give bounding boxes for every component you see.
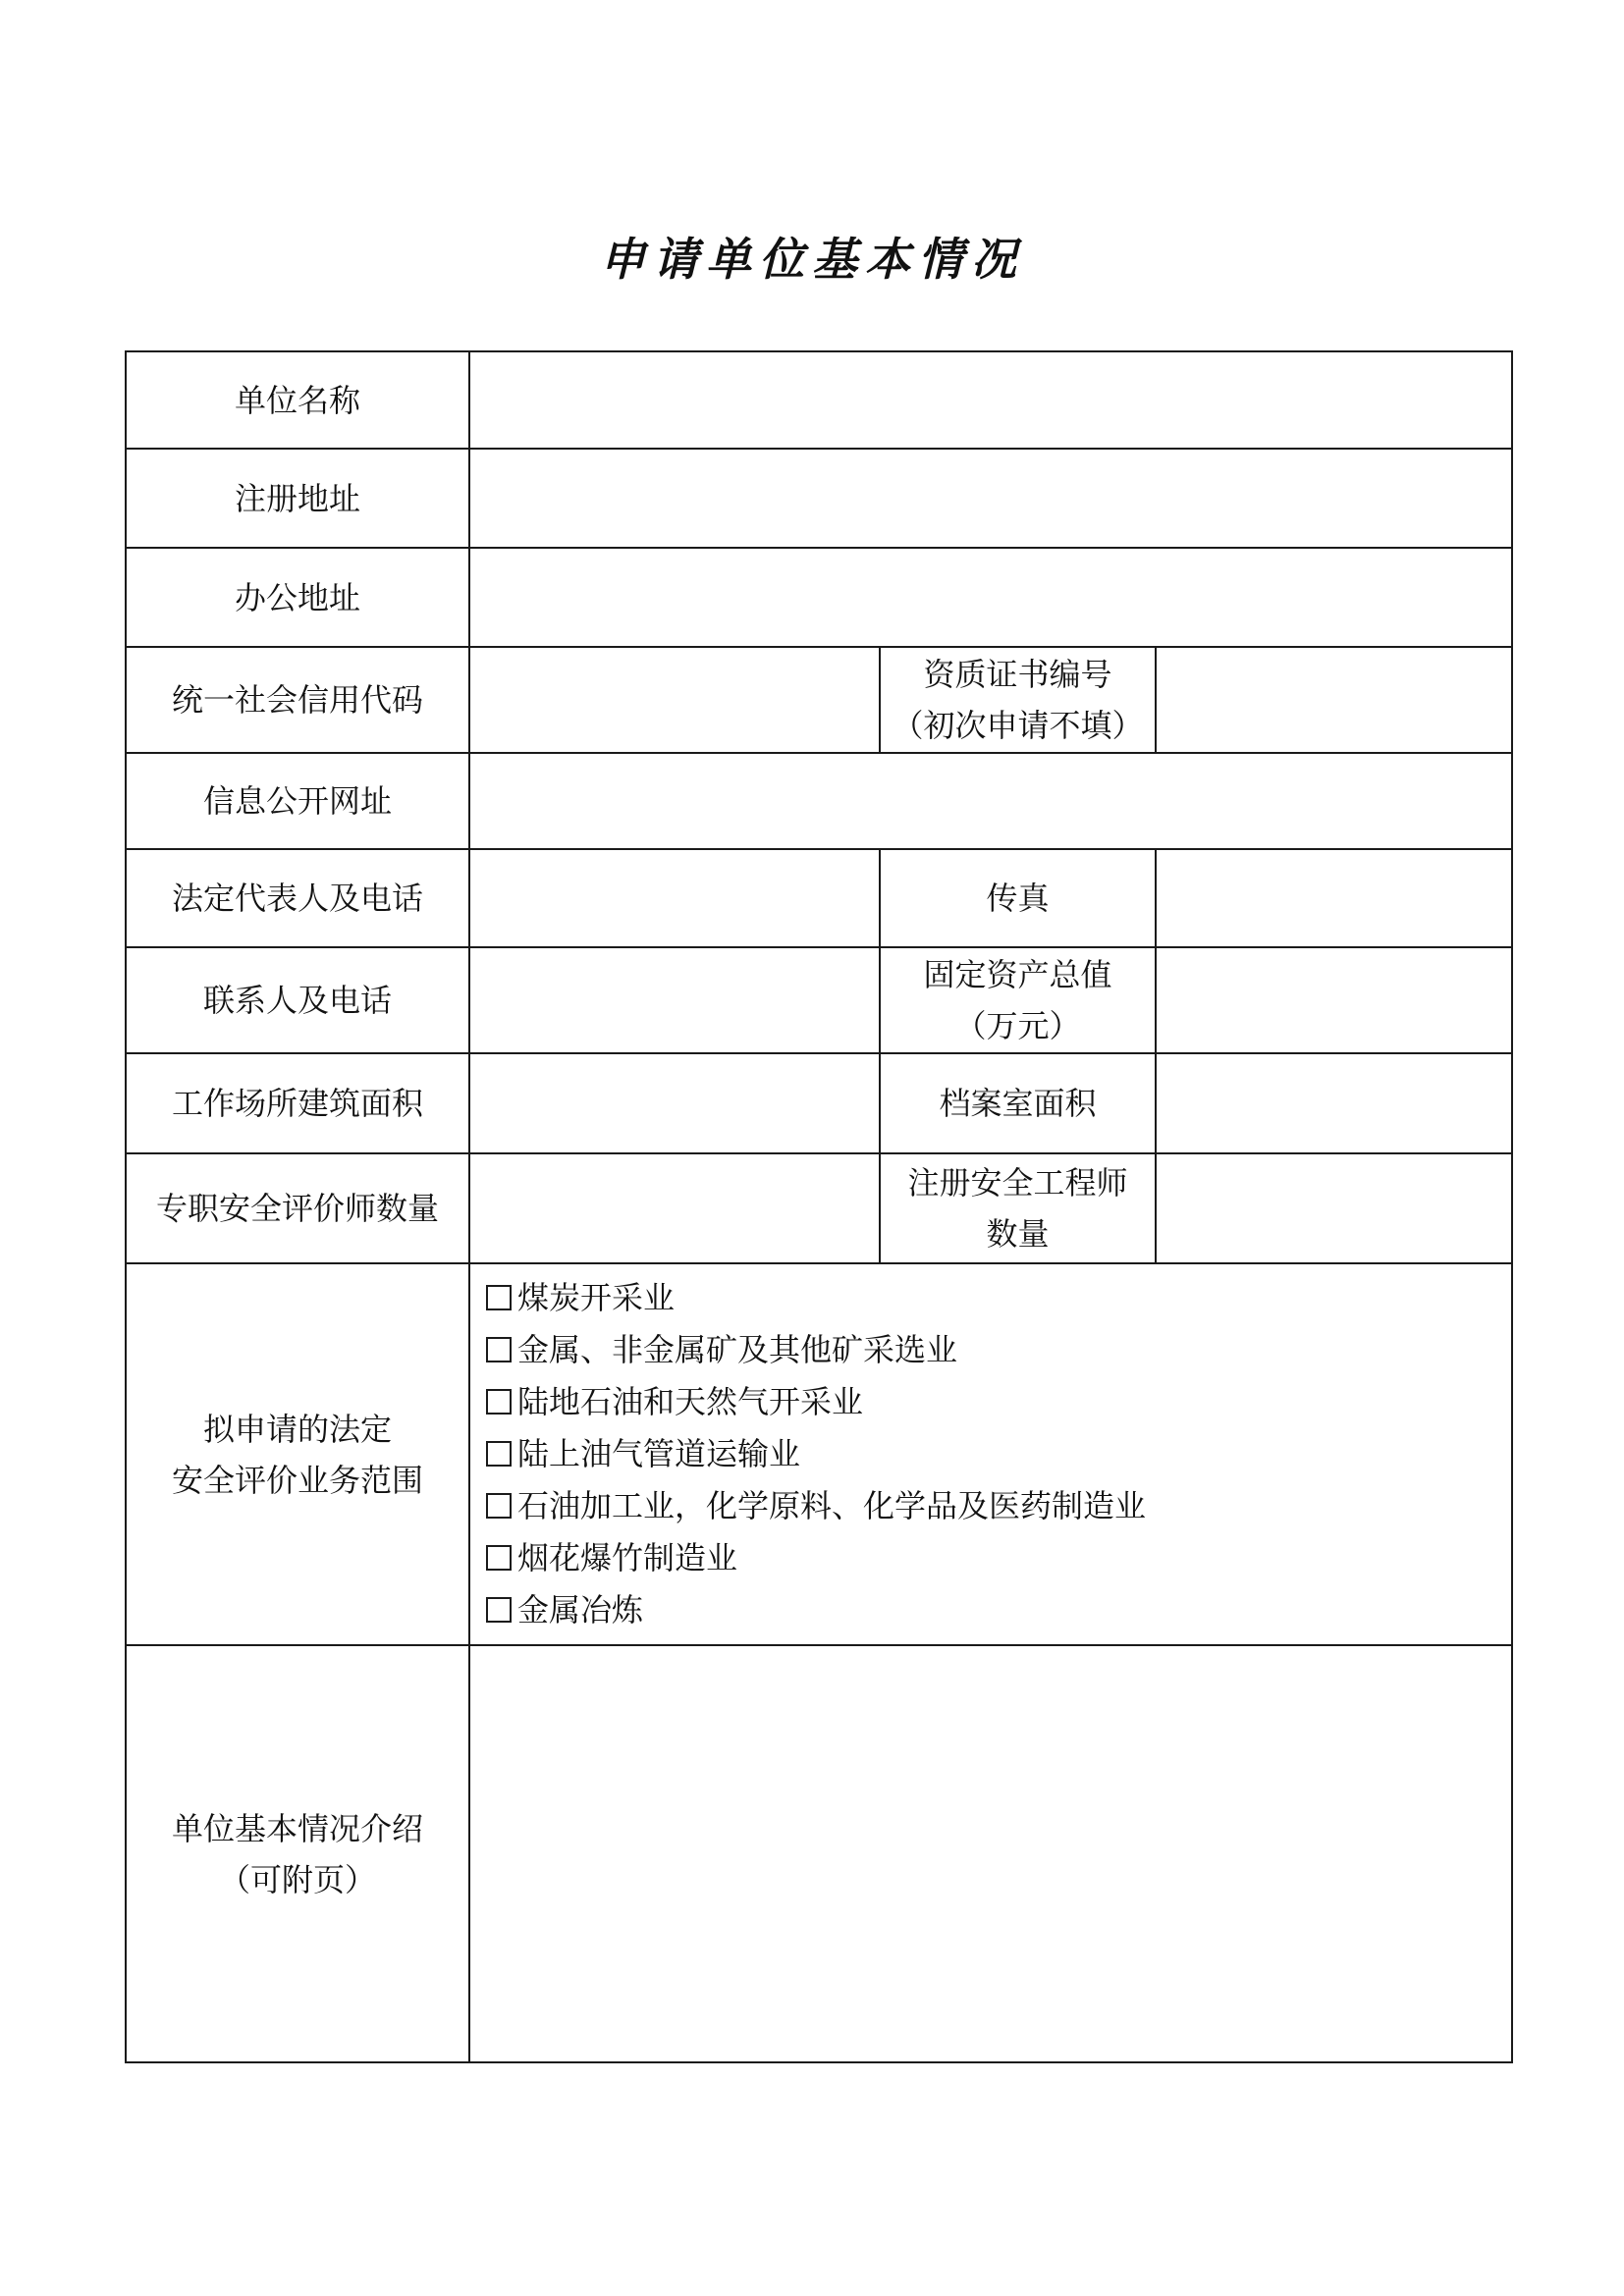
scope-option-chemical[interactable] [486,1480,1511,1532]
registered-address-field[interactable] [469,449,1512,548]
scope-option-coal[interactable] [486,1272,1511,1324]
cert-number-label [880,647,1156,753]
workplace-area-field[interactable] [469,1053,880,1153]
contact-phone-field[interactable] [469,947,880,1053]
checkbox-icon[interactable] [486,1337,512,1362]
scope-options-cell [469,1263,1512,1645]
scope-checklist [470,1264,1511,1644]
website-label: 信息公开网址 [126,753,469,849]
fixed-assets-field[interactable] [1156,947,1512,1053]
legal-rep-phone-field[interactable] [469,849,880,947]
legal-rep-phone-label: 法定代表人及电话 [126,849,469,947]
fixed-assets-label [880,947,1156,1053]
credit-code-label: 统一社会信用代码 [126,647,469,753]
archive-area-label: 档案室面积 [880,1053,1156,1153]
credit-code-field[interactable] [469,647,880,753]
website-field[interactable] [469,753,1512,849]
scope-option-label: 金属冶炼 [517,1591,644,1629]
unit-name-label: 单位名称 [126,351,469,449]
scope-label [126,1263,469,1645]
intro-label-line2: （可附页） [218,1860,376,1898]
scope-option-label: 金属、非金属矿及其他矿采选业 [517,1331,958,1368]
checkbox-icon[interactable] [486,1493,512,1519]
fixed-assets-label-line2: （万元） [954,1007,1081,1044]
checkbox-icon[interactable] [486,1441,512,1467]
cert-number-label-line2: （初次申请不填） [892,707,1144,744]
engineer-count-label [880,1153,1156,1263]
office-address-label: 办公地址 [126,548,469,647]
registered-address-label: 注册地址 [126,449,469,548]
scope-option-label: 煤炭开采业 [517,1279,676,1316]
fax-field[interactable] [1156,849,1512,947]
engineer-count-field[interactable] [1156,1153,1512,1263]
intro-label-line1: 单位基本情况介绍 [171,1809,423,1847]
intro-label [126,1645,469,2062]
fixed-assets-label-line1: 固定资产总值 [923,956,1112,993]
checkbox-icon[interactable] [486,1545,512,1571]
evaluator-count-field[interactable] [469,1153,880,1263]
scope-option-pipeline[interactable] [486,1428,1511,1480]
evaluator-count-label: 专职安全评价师数量 [126,1153,469,1263]
unit-name-field[interactable] [469,351,1512,449]
intro-field[interactable] [469,1645,1512,2062]
engineer-count-label-line1: 注册安全工程师 [907,1164,1128,1201]
cert-number-field[interactable] [1156,647,1512,753]
scope-option-mining[interactable] [486,1324,1511,1376]
scope-option-label: 陆上油气管道运输业 [517,1435,801,1472]
scope-label-line2: 安全评价业务范围 [171,1461,423,1499]
cert-number-label-line1: 资质证书编号 [923,656,1112,693]
office-address-field[interactable] [469,548,1512,647]
page-title: 申请单位基本情况 [600,233,1024,286]
checkbox-icon[interactable] [486,1597,512,1623]
fax-label: 传真 [880,849,1156,947]
scope-label-line1: 拟申请的法定 [202,1410,392,1448]
scope-option-metallurgy[interactable] [486,1584,1511,1636]
scope-option-label: 烟花爆竹制造业 [517,1539,738,1576]
scope-option-oil-gas[interactable] [486,1376,1511,1428]
contact-phone-label: 联系人及电话 [126,947,469,1053]
scope-option-label: 石油加工业，化学原料、化学品及医药制造业 [517,1487,1147,1524]
engineer-count-label-line2: 数量 [986,1215,1050,1253]
archive-area-field[interactable] [1156,1053,1512,1153]
application-form-table [125,350,1513,2063]
checkbox-icon[interactable] [486,1285,512,1310]
workplace-area-label: 工作场所建筑面积 [126,1053,469,1153]
checkbox-icon[interactable] [486,1389,512,1415]
scope-option-label: 陆地石油和天然气开采业 [517,1383,864,1420]
scope-option-fireworks[interactable] [486,1532,1511,1584]
